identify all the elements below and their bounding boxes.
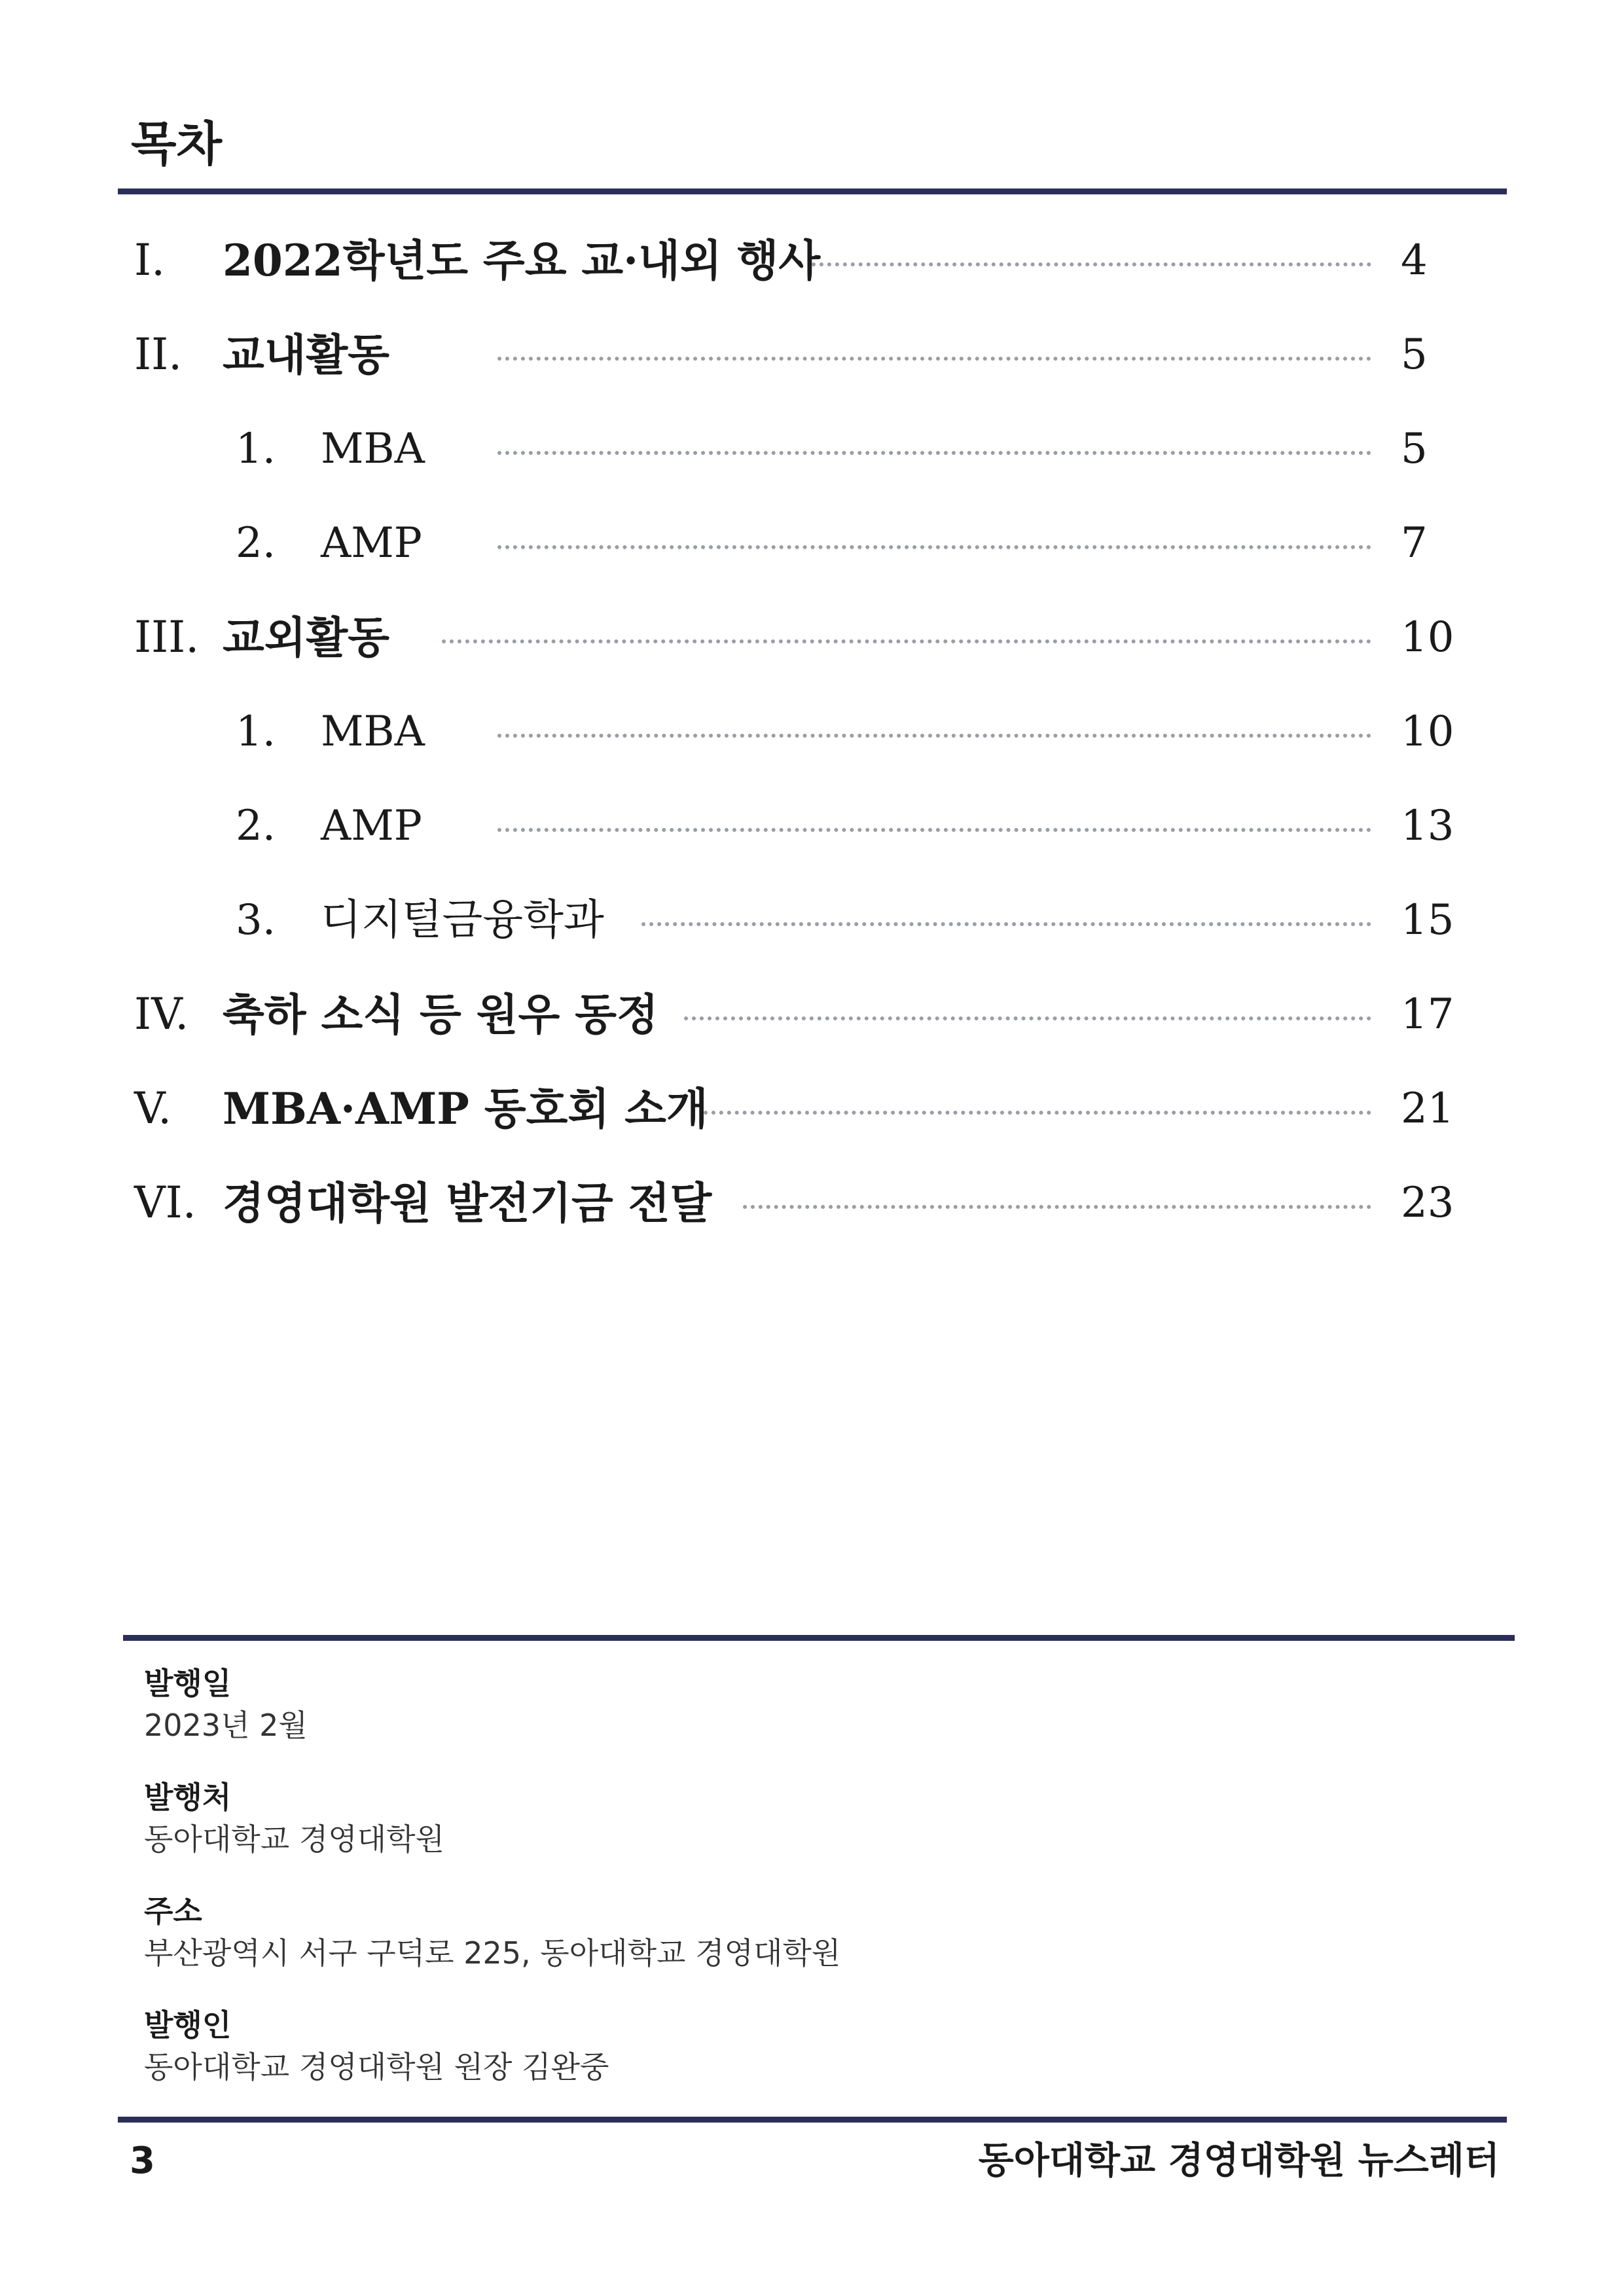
- toc-page-number: 15: [1401, 896, 1454, 944]
- address-block: [144, 1890, 840, 1974]
- info-top-rule: [123, 1635, 1515, 1641]
- toc-leader-dots: [442, 639, 1371, 643]
- toc-item[interactable]: [0, 507, 1624, 579]
- toc-leader-dots: [497, 828, 1371, 832]
- issuer-value: 동아대학교 경영대학원 원장 김완중: [144, 2049, 609, 2085]
- toc-number: 2.: [236, 519, 276, 567]
- toc-number: 3.: [236, 896, 276, 944]
- toc-item[interactable]: [0, 224, 1624, 296]
- toc-leader-dots: [704, 1111, 1371, 1115]
- toc-item[interactable]: [0, 319, 1624, 391]
- publication-info: [144, 1662, 840, 2088]
- toc-leader-dots: [497, 357, 1371, 361]
- toc-item[interactable]: [0, 1073, 1624, 1145]
- toc-title: MBA: [321, 425, 425, 473]
- publish-date-block: [144, 1662, 840, 1746]
- toc-leader-dots: [684, 1016, 1371, 1020]
- toc-page-number: 10: [1401, 708, 1454, 756]
- toc-title: AMP: [321, 519, 422, 567]
- toc-title: 축하 소식 등 원우 동정: [223, 989, 659, 1040]
- toc-page-number: 5: [1401, 425, 1428, 473]
- toc-title: 2022학년도 주요 교·내외 행사: [223, 235, 821, 286]
- toc-title: 교외활동: [223, 612, 390, 663]
- issuer-block: [144, 2004, 840, 2088]
- toc-item[interactable]: [0, 884, 1624, 956]
- footer-page-number: 3: [130, 2140, 155, 2182]
- toc-page-number: 21: [1401, 1085, 1454, 1133]
- toc-item[interactable]: [0, 413, 1624, 485]
- toc-leader-dots: [497, 451, 1371, 455]
- toc-title: 교내활동: [223, 329, 390, 380]
- toc-leader-dots: [812, 262, 1371, 266]
- toc-page-number: 5: [1401, 331, 1428, 379]
- toc-item[interactable]: [0, 978, 1624, 1050]
- toc-item[interactable]: [0, 1167, 1624, 1239]
- toc-page-number: 13: [1401, 802, 1454, 850]
- toc-number: I.: [134, 235, 166, 285]
- toc-page-number: 7: [1401, 519, 1428, 567]
- toc-number: 1.: [236, 425, 276, 473]
- title-rule: [118, 188, 1507, 194]
- toc-leader-dots: [743, 1205, 1371, 1209]
- toc-title: 경영대학원 발전기금 전달: [223, 1177, 712, 1229]
- toc-leader-dots: [497, 545, 1371, 549]
- publish-date-label: 발행일: [144, 1666, 232, 1701]
- toc-page-number: 10: [1401, 613, 1454, 662]
- toc-number: III.: [134, 612, 200, 662]
- toc-number: 2.: [236, 802, 276, 850]
- toc-number: II.: [134, 329, 183, 380]
- issuer-label: 발행인: [144, 2007, 232, 2043]
- toc-leader-dots: [641, 922, 1371, 926]
- footer-rule: [118, 2117, 1507, 2123]
- toc-page-number: 4: [1401, 236, 1428, 285]
- toc-item[interactable]: [0, 696, 1624, 768]
- toc-number: 1.: [236, 708, 276, 756]
- toc-title: MBA·AMP 동호회 소개: [223, 1083, 708, 1134]
- publish-date-value: 2023년 2월: [144, 1708, 308, 1743]
- toc-title: MBA: [321, 708, 425, 756]
- toc-number: V.: [134, 1083, 172, 1134]
- publisher-block: [144, 1776, 840, 1860]
- toc-number: IV.: [134, 989, 189, 1039]
- address-value: 부산광역시 서구 구덕로 225, 동아대학교 경영대학원: [144, 1935, 841, 1971]
- publisher-value: 동아대학교 경영대학원: [144, 1821, 444, 1857]
- footer-publication-name: 동아대학교 경영대학원 뉴스레터: [978, 2140, 1500, 2182]
- toc-item[interactable]: [0, 601, 1624, 673]
- toc-leader-dots: [497, 734, 1371, 738]
- address-label: 주소: [144, 1893, 202, 1929]
- toc-number: VI.: [134, 1177, 196, 1228]
- publisher-label: 발행처: [144, 1780, 232, 1815]
- page-title: 목차: [131, 117, 223, 171]
- toc-title: AMP: [321, 802, 422, 850]
- toc-title: 디지털금융학과: [321, 896, 604, 944]
- toc-page-number: 23: [1401, 1179, 1454, 1227]
- toc-item[interactable]: [0, 790, 1624, 862]
- toc-page-number: 17: [1401, 990, 1454, 1039]
